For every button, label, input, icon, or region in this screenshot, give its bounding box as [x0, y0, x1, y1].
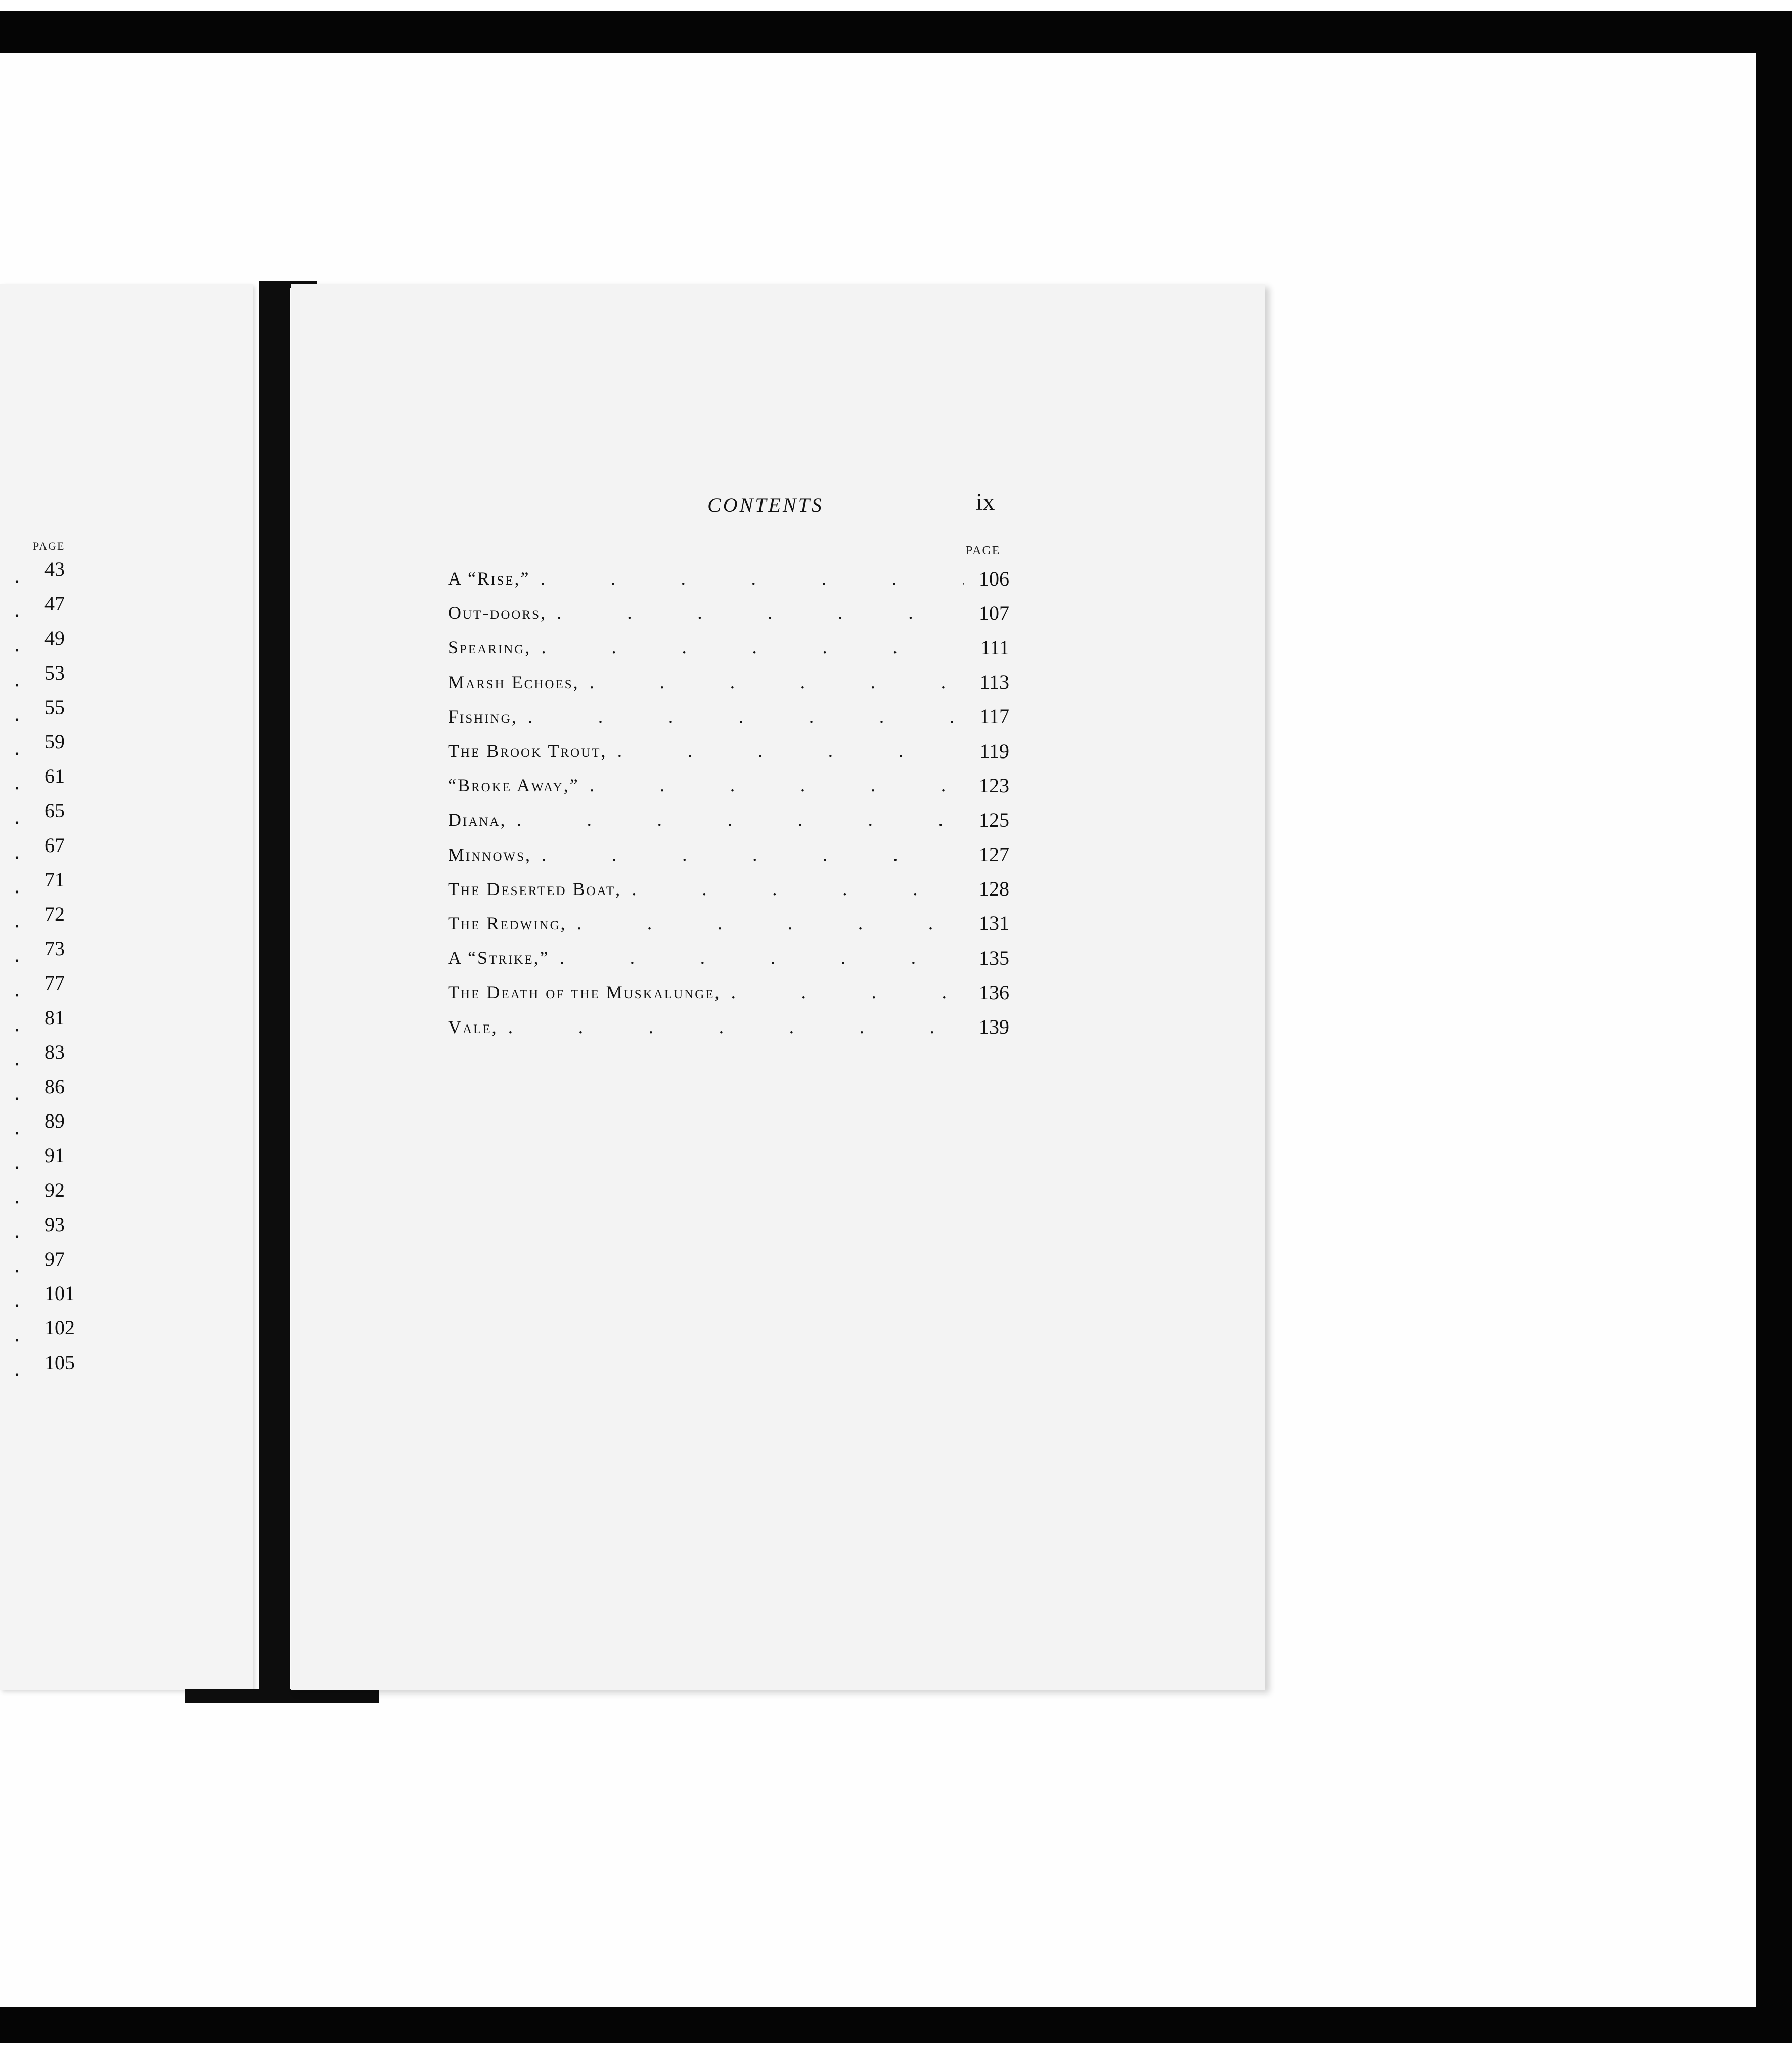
toc-entry-title: A “Strike,”	[448, 948, 550, 968]
leader-dot: .	[14, 908, 20, 932]
leader-dot: .	[14, 1149, 20, 1174]
left-page-number: 61	[44, 765, 65, 788]
toc-entry	[448, 837, 1009, 872]
toc-entry	[448, 802, 1009, 837]
left-page-entry	[0, 592, 253, 622]
left-page-number: 73	[44, 937, 65, 960]
toc-entry-page: 107	[979, 601, 1009, 625]
left-page-number: 89	[44, 1109, 65, 1133]
left-page-number: 105	[44, 1351, 75, 1374]
spine-cap-bottom	[185, 1689, 379, 1703]
left-page-entry	[0, 971, 253, 1001]
leader-dot: .	[14, 563, 20, 588]
toc-entry-page: 111	[980, 636, 1009, 659]
toc-entry	[448, 975, 1009, 1009]
page-folio: ix	[976, 488, 995, 515]
toc-entry-page: 127	[979, 843, 1009, 866]
toc-entry-page: 128	[979, 877, 1009, 901]
leader-dot: .	[14, 942, 20, 967]
toc-entry-page: 131	[979, 912, 1009, 935]
toc-entry-page: 119	[979, 739, 1009, 763]
leader-dot: .	[14, 1183, 20, 1209]
leader-dot: .	[14, 597, 20, 622]
left-page-number: 77	[44, 971, 65, 995]
toc-entry-title: A “Rise,”	[448, 568, 530, 589]
toc-leader-dots	[607, 740, 964, 762]
toc-entry-title: The Redwing,	[448, 913, 567, 933]
toc-leader-dots	[721, 981, 964, 1003]
toc-entry-page: 113	[979, 671, 1009, 694]
toc-entry	[448, 906, 1009, 941]
toc-leader-dots	[531, 636, 964, 658]
left-page-entry	[0, 1075, 253, 1105]
toc-leader-dots	[567, 912, 964, 934]
leader-dot: .	[14, 976, 20, 1002]
left-page-number: 47	[44, 592, 65, 615]
toc-entry-title: The Death of the Muskalunge,	[448, 982, 721, 1003]
left-page	[0, 284, 253, 1690]
leader-dot: .	[14, 1218, 20, 1243]
toc-leader-dots	[550, 947, 964, 969]
toc-entry	[448, 630, 1009, 664]
leader-dot: .	[14, 1011, 20, 1036]
leader-dot: .	[14, 1045, 20, 1071]
toc-leader-dots	[498, 1016, 964, 1038]
toc-leader-dots	[518, 705, 964, 728]
left-page-entry	[0, 937, 253, 967]
leader-dot: .	[14, 666, 20, 691]
left-page-entry	[0, 764, 253, 794]
toc-leader-dots	[530, 567, 964, 590]
toc-entry-title: Minnows,	[448, 844, 531, 865]
left-page-number: 102	[44, 1316, 75, 1340]
toc-leader-dots	[579, 774, 964, 796]
leader-dot: .	[14, 873, 20, 898]
toc-entry-title: Fishing,	[448, 706, 518, 727]
scan-frame-right	[1756, 53, 1792, 2051]
toc-leader-dots	[507, 809, 964, 831]
toc-entry	[448, 665, 1009, 699]
left-page-number: 55	[44, 695, 65, 719]
toc-entry	[448, 768, 1009, 802]
toc-entry-title: Diana,	[448, 810, 507, 830]
toc-entry-page: 136	[979, 980, 1009, 1004]
left-page-number: 59	[44, 730, 65, 753]
scan-frame-top-edge	[0, 0, 1792, 11]
leader-dot: .	[14, 700, 20, 726]
left-page-entry	[0, 1247, 253, 1277]
left-page-entry	[0, 902, 253, 932]
left-page-entry	[0, 868, 253, 898]
book-spine	[259, 282, 290, 1698]
toc-entry	[448, 941, 1009, 975]
toc-entry-title: Out-doors,	[448, 603, 547, 623]
left-page-number: 65	[44, 799, 65, 822]
left-page-entry	[0, 798, 253, 829]
left-page-number: 72	[44, 903, 65, 925]
toc-entry-title: The Brook Trout,	[448, 741, 607, 762]
toc-entry-page: 139	[979, 1015, 1009, 1039]
table-of-contents	[448, 561, 1009, 1044]
toc-leader-dots	[531, 843, 964, 866]
left-page-entry	[0, 1006, 253, 1036]
toc-entry-title: The Deserted Boat,	[448, 878, 622, 899]
left-page-entry	[0, 1213, 253, 1243]
leader-dot: .	[14, 735, 20, 760]
leader-dot: .	[14, 1114, 20, 1140]
toc-entry-title: Vale,	[448, 1016, 498, 1037]
toc-entry	[448, 734, 1009, 768]
left-page-entry	[0, 695, 253, 726]
left-page-number: 81	[44, 1006, 65, 1029]
left-page-entry	[0, 661, 253, 691]
leader-dot: .	[14, 804, 20, 829]
leader-dot: .	[14, 770, 20, 795]
left-page-number: 92	[44, 1178, 65, 1201]
toc-entry-page: 123	[979, 774, 1009, 797]
toc-entry-page: 135	[979, 946, 1009, 969]
toc-entry	[448, 699, 1009, 734]
toc-entry-title: Marsh Echoes,	[448, 672, 579, 692]
left-page-entry	[0, 1178, 253, 1209]
scan-frame-bottom-edge	[0, 2043, 1792, 2051]
toc-entry	[448, 561, 1009, 596]
toc-entry-title: “Broke Away,”	[448, 775, 579, 796]
leader-dot: .	[14, 1080, 20, 1105]
left-page-number: 53	[44, 661, 65, 684]
left-page-entry	[0, 1316, 253, 1346]
left-page-number: 83	[44, 1040, 65, 1063]
toc-entry	[448, 1009, 1009, 1044]
left-page-number: 71	[44, 868, 65, 891]
right-page	[291, 284, 1265, 1690]
toc-entry	[448, 872, 1009, 906]
running-head: CONTENTS	[707, 494, 824, 516]
left-page-entry	[0, 1109, 253, 1139]
toc-entry-page: 125	[979, 808, 1009, 831]
toc-leader-dots	[579, 671, 964, 693]
left-page-number: 43	[44, 558, 65, 581]
toc-entry-page: 117	[979, 705, 1009, 728]
toc-entry-page: 106	[979, 567, 1009, 590]
leader-dot: .	[14, 1287, 20, 1312]
left-page-entry	[0, 833, 253, 864]
left-page-number: 101	[44, 1282, 75, 1305]
left-page-number: 67	[44, 833, 65, 857]
left-page-number: 91	[44, 1144, 65, 1167]
leader-dot: .	[14, 1356, 20, 1381]
left-page-column-label: PAGE	[33, 540, 65, 552]
page-column-label: PAGE	[966, 544, 1001, 557]
toc-leader-dots	[621, 878, 964, 900]
left-page-number: 97	[44, 1247, 65, 1270]
leader-dot: .	[14, 1253, 20, 1277]
toc-entry	[448, 596, 1009, 630]
left-page-entry	[0, 1281, 253, 1312]
left-page-entry	[0, 730, 253, 760]
left-page-entry	[0, 626, 253, 656]
left-page-entry	[0, 1143, 253, 1174]
leader-dot: .	[14, 838, 20, 864]
leader-dot: .	[14, 632, 20, 657]
toc-leader-dots	[547, 602, 964, 624]
left-page-entry	[0, 1040, 253, 1071]
leader-dot: .	[14, 1321, 20, 1347]
left-page-number: 49	[44, 627, 65, 650]
left-page-entry	[0, 1351, 253, 1381]
left-page-number: 93	[44, 1213, 65, 1236]
left-page-entry	[0, 557, 253, 588]
left-page-number: 86	[44, 1075, 65, 1098]
toc-entry-title: Spearing,	[448, 637, 531, 658]
